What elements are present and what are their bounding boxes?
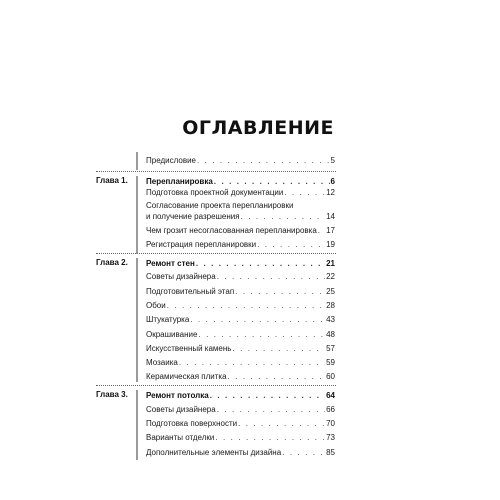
chapter-separator [96,253,336,254]
entry-page: 60 [326,372,335,381]
toc-entry[interactable] [146,418,335,429]
entry-page: 28 [326,301,335,310]
chapter-title: Ремонт потолка [146,391,209,400]
leader-dots [241,211,325,222]
leader-dots [190,314,325,325]
entry-label: Варианты отделки [146,433,215,442]
entry-label: Предисловие [146,156,196,165]
entry-page: 17 [326,226,335,235]
entry-page: 73 [326,433,335,442]
chapter-page: 64 [326,391,335,400]
entry-label-line1: Согласование проекта перепланировки [146,201,294,210]
entry-label: Дополнительные элементы дизайна [146,448,282,457]
chapter-2-bar [136,258,138,382]
toc-entry[interactable] [146,343,335,354]
toc-entry[interactable] [146,239,335,250]
entry-page: 22 [326,272,335,281]
chapter-number: Глава 2. [96,258,128,267]
entry-label: Окрашивание [146,330,198,339]
entry-label: Подготовка поверхности [146,419,238,428]
entry-label: Советы дизайнера [146,272,216,281]
leader-dots [284,187,325,198]
leader-dots [167,300,325,311]
chapter-3-bar [136,390,138,460]
leader-dots [197,155,330,166]
leader-dots [217,271,325,282]
chapter-1-bar [136,176,138,254]
entry-page: 57 [326,344,335,353]
toc-entry[interactable] [146,225,335,236]
toc-entry[interactable] [146,300,335,311]
entry-page: 85 [326,448,335,457]
entry-label: Регистрация перепланировки [146,240,257,249]
toc-chapter-2[interactable] [146,258,335,269]
entry-page: 25 [326,287,335,296]
entry-label: и получение разрешения [146,212,240,221]
chapter-page: 21 [326,259,335,268]
leader-dots [257,239,325,250]
leader-dots [214,176,330,187]
toc-entry-preface[interactable] [146,155,335,166]
leader-dots [196,258,325,269]
toc-entry[interactable] [146,432,335,443]
leader-dots [238,418,325,429]
entry-page: 43 [326,315,335,324]
entry-label: Чем грозит несогласованная перепланировка [146,226,317,235]
leader-dots [318,225,325,236]
chapter-title: Перепланировка [146,177,213,186]
entry-label: Обои [146,301,166,310]
entry-label: Искусственный камень [146,344,232,353]
toc-entry[interactable] [146,329,335,340]
toc-entry[interactable] [146,447,335,458]
toc-entry[interactable] [146,286,335,297]
chapter-number: Глава 1. [96,176,128,185]
chapter-number: Глава 3. [96,390,128,399]
entry-label: Советы дизайнера [146,405,216,414]
entry-label: Мозаика [146,358,178,367]
toc-entry[interactable] [146,314,335,325]
toc-chapter-1[interactable] [146,176,335,187]
toc-entry[interactable] [146,200,335,222]
toc-entry[interactable] [146,371,335,382]
entry-label: Керамическая плитка [146,372,227,381]
toc-entry[interactable] [146,404,335,415]
leader-dots [215,432,325,443]
leader-dots [210,390,325,401]
entry-label: Подготовительный этап [146,287,235,296]
entry-page: 48 [326,330,335,339]
chapter-separator [96,385,336,386]
chapter-title: Ремонт стен [146,259,195,268]
toc-chapter-3[interactable] [146,390,335,401]
entry-page: 12 [326,188,335,197]
entry-label: Подготовка проектной документации [146,188,284,197]
leader-dots [228,371,326,382]
toc-entry[interactable] [146,271,335,282]
leader-dots [198,329,325,340]
toc-entry[interactable] [146,357,335,368]
leader-dots [235,286,325,297]
chapter-separator [96,171,336,172]
entry-page: 5 [330,156,335,165]
leader-dots [282,447,325,458]
chapter-page: 6 [330,177,335,186]
preface-bar [136,152,138,170]
leader-dots [179,357,325,368]
entry-page: 59 [326,358,335,367]
entry-page: 14 [326,212,335,221]
leader-dots [232,343,325,354]
toc-entry[interactable] [146,187,335,198]
toc-title: ОГЛАВЛЕНИЕ [182,117,334,139]
entry-page: 66 [326,405,335,414]
leader-dots [217,404,325,415]
entry-page: 19 [326,240,335,249]
entry-label: Штукатурка [146,315,190,324]
entry-page: 70 [326,419,335,428]
